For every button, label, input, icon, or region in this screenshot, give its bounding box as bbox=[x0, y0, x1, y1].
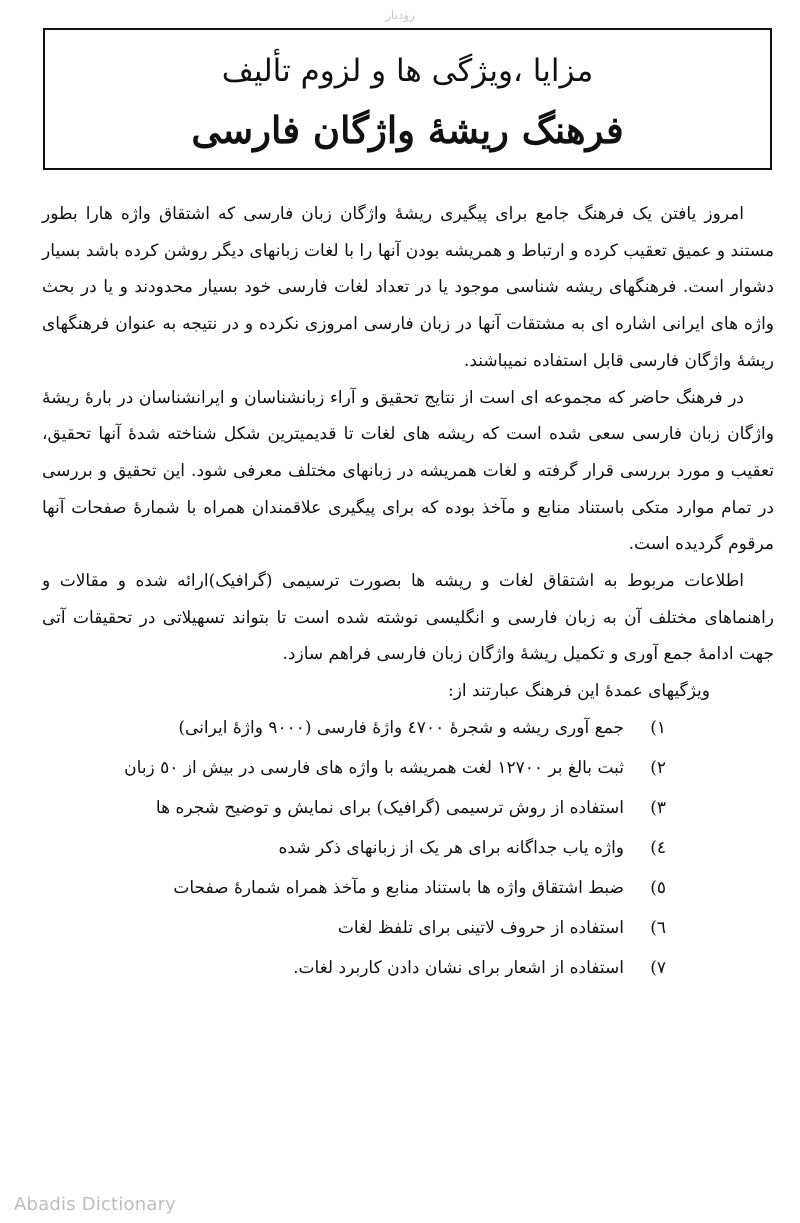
feature-text: استفاده از روش ترسیمی (گرافیک) برای نمایش و توضیح شجره ها bbox=[155, 797, 624, 818]
feature-number: ۲) bbox=[650, 757, 666, 778]
paragraph-1: امروز یافتن یک فرهنگ جامع برای پیگیری ریشۀ واژگان زبان فارسی که اشتقاق واژه هارا بطور مستند و عمیق تعقیب کرده و ارتباط و همریشه بودن آنها را با لغات زبانهای دیگر روشن کرده باشد بسیار دشوار است. فرهنگهای ریشه شناسی موجود یا در تعداد لغات فارسی خود بسیار محدودند و یا در بحث واژه های ایرانی اشاره ای به مشتقات آنها در زبان فارسی امروزی نکرده و در نتیجه به عنوان فرهنگهای ریشۀ واژگان فارسی قابل استفاده نمیباشند. bbox=[42, 204, 774, 371]
feature-item bbox=[42, 830, 774, 870]
feature-number: ۳) bbox=[650, 797, 666, 818]
feature-text: واژه یاب جداگانه برای هر یک از زبانهای ذکر شده bbox=[278, 837, 624, 858]
feature-list bbox=[42, 710, 774, 990]
title-line-2: فرهنگ ریشۀ واژگان فارسی bbox=[191, 108, 624, 152]
header-watermark: رودبار bbox=[385, 8, 415, 22]
feature-item bbox=[42, 870, 774, 910]
feature-number: ۱) bbox=[650, 717, 666, 738]
feature-text: ضبط اشتقاق واژه ها باستناد منابع و مآخذ همراه شمارۀ صفحات bbox=[173, 877, 624, 898]
feature-item bbox=[42, 790, 774, 830]
feature-item bbox=[42, 910, 774, 950]
title-box bbox=[43, 28, 772, 170]
feature-text: استفاده از حروف لاتینی برای تلفظ لغات bbox=[337, 917, 624, 938]
document-body bbox=[42, 196, 774, 990]
feature-text: استفاده از اشعار برای نشان دادن کاربرد لغات. bbox=[293, 957, 624, 978]
features-intro: ویژگیهای عمدۀ این فرهنگ عبارتند از: bbox=[447, 681, 710, 702]
paragraph-2: در فرهنگ حاضر که مجموعه ای است از نتایج تحقیق و آراء زبانشناسان و ایرانشناسان در بارۀ ریشۀ واژگان زبان فارسی سعی شده است که ریشه های لغات تا قدیمیترین شکل شناخته شدۀ آنها تحقیق، تعقیب و مورد بررسی قرار گرفته و لغات همریشه در زبانهای مختلف معرفی شود. این تحقیق و بررسی در تمام موارد متکی باستناد منابع و مآخذ بوده که برای پیگیری علاقمندان همراه با شمارۀ صفحات آنها مرقوم گردیده است. bbox=[42, 387, 774, 555]
feature-number: ٤) bbox=[650, 837, 666, 858]
feature-text: ثبت بالغ بر ١٢٧٠٠ لغت همریشه با واژه های فارسی در بیش از ٥٠ زبان bbox=[124, 757, 624, 778]
title-line-1: مزایا ،ویژگی ها و لزوم تألیف bbox=[221, 53, 594, 89]
feature-item bbox=[42, 750, 774, 790]
feature-text: جمع آوری ریشه و شجرۀ ٤٧٠٠ واژۀ فارسی (٩٠٠٠ واژۀ ایرانی) bbox=[178, 717, 624, 738]
site-watermark: Abadis Dictionary bbox=[14, 1194, 177, 1215]
feature-number: ۷) bbox=[650, 957, 666, 978]
feature-number: ٦) bbox=[650, 917, 666, 938]
feature-item bbox=[42, 950, 774, 990]
feature-number: ٥) bbox=[650, 877, 666, 898]
feature-item bbox=[42, 710, 774, 750]
paragraph-3: اطلاعات مربوط به اشتقاق لغات و ریشه ها بصورت ترسیمی (گرافیک)ارائه شده و مقالات و راهنماهای مختلف آن به زبان فارسی و انگلیسی نوشته شده است تا بتواند تسهیلاتی در تحقیقات آتی جهت ادامۀ جمع آوری و تکمیل ریشۀ واژگان زبان فارسی فراهم سازد. bbox=[42, 571, 774, 665]
